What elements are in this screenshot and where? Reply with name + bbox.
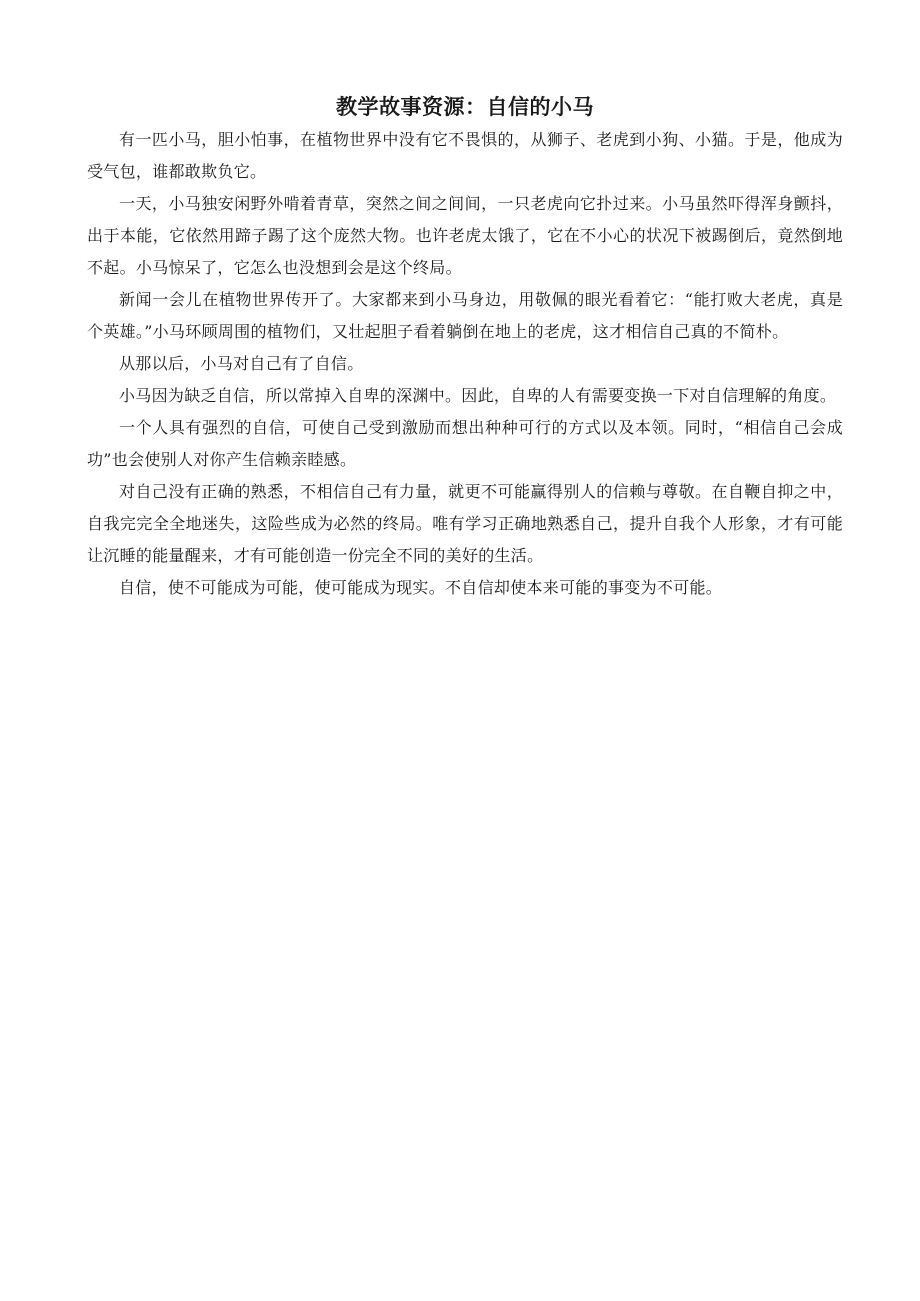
paragraph: 从那以后，小马对自己有了自信。: [119, 354, 364, 373]
paragraph: 小马因为缺乏自信，所以常掉入自卑的深渊中。因此，自卑的人有需要变换一下对自信理解的角度。: [119, 386, 837, 405]
paragraph: 一天，小马独安闲野外啃着青草，突然之间之间间，一只老虎向它扑过来。小马虽然吓得浑身颤抖，出于本能，它依然用蹄子踢了这个庞然大物。也许老虎太饿了，它在不小心的状况下被踢倒后，竟然倒地不起。小马惊呆了，它怎么也没想到会是这个终局。: [87, 194, 843, 277]
document-title: 教学故事资源：自信的小马: [336, 95, 594, 119]
paragraph: 自信，使不可能成为可能，使可能成为现实。不自信却使本来可能的事变为不可能。: [119, 578, 723, 597]
paragraph: 有一匹小马，胆小怕事，在植物世界中没有它不畏惧的，从狮子、老虎到小狗、小猫。于是，他成为受气包，谁都敢欺负它。: [87, 130, 843, 181]
document-body: [87, 124, 843, 604]
paragraph: 一个人具有强烈的自信，可使自己受到激励而想出种种可行的方式以及本领。同时，“相信自己会成功”也会使别人对你产生信赖亲睦感。: [87, 418, 843, 469]
paragraph: 对自己没有正确的熟悉，不相信自己有力量，就更不可能赢得别人的信赖与尊敬。在自鞭自抑之中，自我完完全全地迷失，这险些成为必然的终局。唯有学习正确地熟悉自己，提升自我个人形象，才有可能让沉睡的能量醒来，才有可能创造一份完全不同的美好的生活。: [87, 482, 843, 565]
paragraph: 新闻一会儿在植物世界传开了。大家都来到小马身边，用敬佩的眼光看着它：“能打败大老虎，真是个英雄。”小马环顾周围的植物们，又壮起胆子看着躺倒在地上的老虎，这才相信自己真的不简朴。: [87, 290, 843, 341]
